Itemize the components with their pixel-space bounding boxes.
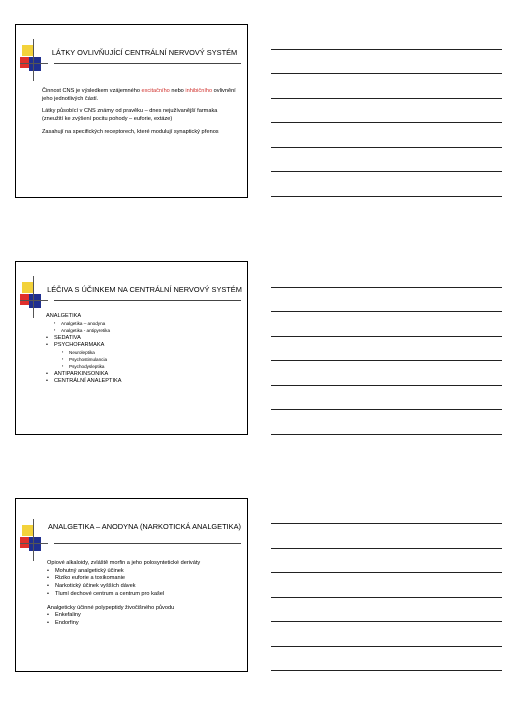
title-divider — [54, 63, 241, 64]
list-item: • Mohutný analgetický účinek — [47, 568, 239, 576]
note-line — [271, 385, 502, 386]
note-line — [271, 646, 502, 647]
slide-2 — [15, 261, 248, 435]
slide-1-paragraph-2: Látky působící v CNS známy od pravěku – dnes nejužívanější farmaka (zneužití ke zvýšení pocitu pohody – euforie, extáze) — [42, 108, 218, 123]
note-line — [271, 73, 502, 74]
note-line — [271, 147, 502, 148]
list-item: • Riziko euforie a toxikomanie — [47, 575, 239, 583]
sub-list-item: ▪ Psychostimulancia — [62, 357, 239, 364]
slide-1 — [15, 24, 248, 198]
list-item: ANALGETIKA — [46, 313, 82, 319]
title-divider — [54, 543, 241, 544]
slide-1-paragraph-3: Zasahují na specifických receptorech, které modulují synaptický přenos — [42, 128, 219, 135]
slide-3 — [15, 498, 248, 672]
slide-2-body — [46, 313, 239, 386]
note-line — [271, 597, 502, 598]
list-item: • Enkefaliny — [47, 612, 239, 620]
slide-1-title: LÁTKY OVLIVŇUJÍCÍ CENTRÁLNÍ NERVOVÝ SYSTÉM — [51, 48, 238, 57]
sub-list-item: ▪ Neuroleptika — [62, 350, 239, 357]
title-divider — [54, 300, 241, 301]
note-line — [271, 98, 502, 99]
note-line — [271, 49, 502, 50]
note-line — [271, 287, 502, 288]
list-item: • Tlumí dechové centrum a centrum pro kašel — [47, 591, 239, 599]
note-line — [271, 670, 502, 671]
note-line — [271, 523, 502, 524]
slide-2-title: LÉČIVA S ÚČINKEM NA CENTRÁLNÍ NERVOVÝ SYSTÉM — [47, 285, 242, 294]
slide-3-intro-1: Opiové alkaloidy, zvláště morfin a jeho polosyntetické deriváty — [47, 560, 201, 566]
note-line — [271, 336, 502, 337]
note-line — [271, 434, 502, 435]
note-line — [271, 196, 502, 197]
slide-3-intro-2: Analgeticky účinné polypeptidy živočišného původu — [47, 604, 175, 611]
slide-3-title: ANALGETIKA – ANODYNA (NARKOTICKÁ ANALGETIKA) — [47, 522, 242, 531]
list-item: • Endorfiny — [47, 620, 239, 628]
sub-list-item: ▪ Analgetika – anodyna — [54, 321, 239, 328]
note-line — [271, 409, 502, 410]
note-line — [271, 122, 502, 123]
slide-1-body — [42, 88, 239, 142]
sub-list-item: ▪ Psychodysleptika — [62, 364, 239, 371]
list-item: • SEDATIVA — [46, 335, 239, 343]
note-line — [271, 621, 502, 622]
note-line — [271, 360, 502, 361]
slide-3-body — [47, 560, 239, 628]
note-line — [271, 548, 502, 549]
note-line — [271, 171, 502, 172]
list-item: • CENTRÁLNÍ ANALEPTIKA — [46, 378, 239, 386]
note-line — [271, 311, 502, 312]
sub-list-item: ▪ Analgetika - antipyretika — [54, 328, 239, 335]
list-item: • PSYCHOFARMAKA ▪ Neuroleptika ▪ Psychostimulancia ▪ Psychodysleptika — [46, 342, 239, 370]
list-item: • ANTIPARKINSONIKA — [46, 371, 239, 379]
slide-1-paragraph-1: Činnost CNS je výsledkem vzájemného excitačního nebo inhibičního ovlivnění jeho jednotlivých částí. — [42, 88, 236, 102]
list-item: • Narkotický účinek vyšších dávek — [47, 583, 239, 591]
note-line — [271, 572, 502, 573]
